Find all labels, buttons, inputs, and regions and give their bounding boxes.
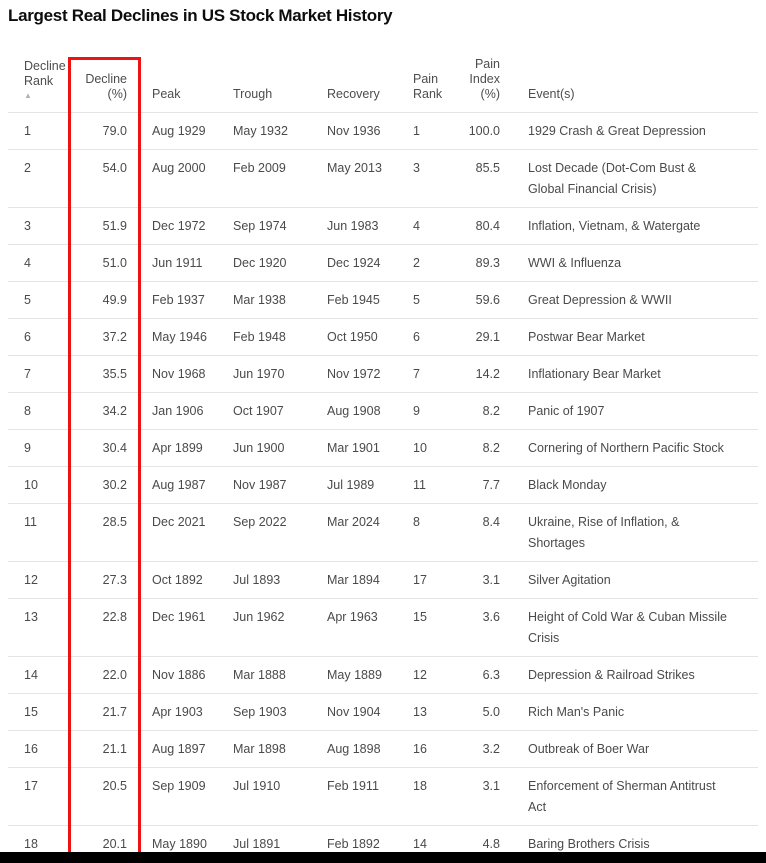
cell-decline-pct: 30.2 [68,466,141,503]
cell-recovery: Aug 1898 [316,730,402,767]
header-label-line: Pain [474,56,500,71]
cell-events: Inflationary Bear Market [508,355,758,392]
cell-events: Depression & Railroad Strikes [508,656,758,693]
cell-decline-pct: 35.5 [68,355,141,392]
column-header-recovery[interactable] [316,54,402,112]
cell-peak: Aug 1929 [141,112,222,149]
cell-trough: Jul 1910 [222,767,316,825]
table-row [8,656,758,693]
table-row [8,767,758,825]
cell-events: 1929 Crash & Great Depression [508,112,758,149]
cell-recovery: May 1889 [316,656,402,693]
cell-pain-index: 8.2 [458,392,508,429]
cell-decline-rank: 2 [8,149,68,207]
cell-decline-pct: 20.1 [68,825,141,862]
cell-pain-rank: 7 [402,355,458,392]
cell-peak: Aug 1897 [141,730,222,767]
cell-decline-pct: 28.5 [68,503,141,561]
table-body [8,112,758,862]
cell-pain-index: 3.2 [458,730,508,767]
cell-recovery: Nov 1904 [316,693,402,730]
cell-trough: Jul 1891 [222,825,316,862]
header-label-line: Event(s) [528,86,575,101]
cell-events: Ukraine, Rise of Inflation, & Shortages [508,503,758,561]
cell-pain-index: 100.0 [458,112,508,149]
cell-trough: Jul 1893 [222,561,316,598]
cell-trough: Sep 1974 [222,207,316,244]
page-title: Largest Real Declines in US Stock Market History [8,6,393,25]
cell-peak: Feb 1937 [141,281,222,318]
cell-trough: Jun 1900 [222,429,316,466]
table-row [8,693,758,730]
cell-recovery: Apr 1963 [316,598,402,656]
cell-pain-index: 3.1 [458,767,508,825]
table-row [8,503,758,561]
cell-peak: Dec 1961 [141,598,222,656]
cell-decline-pct: 37.2 [68,318,141,355]
cell-decline-rank: 18 [8,825,68,862]
column-header-decline-pct[interactable] [68,54,141,112]
cell-decline-pct: 49.9 [68,281,141,318]
cell-pain-rank: 11 [402,466,458,503]
cell-pain-rank: 15 [402,598,458,656]
table-row [8,244,758,281]
cell-pain-rank: 14 [402,825,458,862]
cell-decline-pct: 21.7 [68,693,141,730]
cell-decline-pct: 51.9 [68,207,141,244]
cell-decline-rank: 10 [8,466,68,503]
cell-decline-rank: 11 [8,503,68,561]
cell-peak: Dec 2021 [141,503,222,561]
cell-events: Cornering of Northern Pacific Stock [508,429,758,466]
cell-decline-pct: 51.0 [68,244,141,281]
cell-recovery: Jun 1983 [316,207,402,244]
cell-decline-pct: 22.8 [68,598,141,656]
cell-peak: Dec 1972 [141,207,222,244]
cell-events: Inflation, Vietnam, & Watergate [508,207,758,244]
cell-pain-rank: 12 [402,656,458,693]
cell-peak: May 1890 [141,825,222,862]
header-label-line: Decline [85,71,127,86]
cell-pain-index: 4.8 [458,825,508,862]
cell-pain-index: 89.3 [458,244,508,281]
cell-recovery: Feb 1892 [316,825,402,862]
cell-decline-pct: 30.4 [68,429,141,466]
cell-pain-index: 80.4 [458,207,508,244]
cell-recovery: May 2013 [316,149,402,207]
header-label-line: Trough [233,86,273,101]
declines-table [8,54,758,862]
cell-decline-rank: 13 [8,598,68,656]
cell-pain-index: 14.2 [458,355,508,392]
header-label-line: Rank [413,86,443,101]
cell-pain-rank: 6 [402,318,458,355]
cell-trough: Jun 1962 [222,598,316,656]
cell-pain-rank: 3 [402,149,458,207]
column-header-decline-rank[interactable] [8,54,68,112]
cell-trough: Feb 2009 [222,149,316,207]
cell-pain-rank: 10 [402,429,458,466]
cell-decline-rank: 4 [8,244,68,281]
cell-decline-rank: 5 [8,281,68,318]
cell-pain-index: 7.7 [458,466,508,503]
cell-events: Enforcement of Sherman Antitrust Act [508,767,758,825]
table-row [8,730,758,767]
cell-recovery: Jul 1989 [316,466,402,503]
cell-peak: Apr 1899 [141,429,222,466]
table-row [8,207,758,244]
cell-events: WWI & Influenza [508,244,758,281]
table-row [8,466,758,503]
cell-recovery: Nov 1972 [316,355,402,392]
bottom-border-bar [0,852,766,863]
header-label-line: Pain [413,71,439,86]
header-label-line: Peak [152,86,181,101]
cell-peak: Apr 1903 [141,693,222,730]
column-header-trough[interactable] [222,54,316,112]
cell-decline-rank: 17 [8,767,68,825]
cell-pain-rank: 5 [402,281,458,318]
cell-pain-index: 5.0 [458,693,508,730]
cell-decline-rank: 15 [8,693,68,730]
cell-decline-rank: 1 [8,112,68,149]
cell-pain-rank: 1 [402,112,458,149]
header-label-line: Index [469,71,500,86]
cell-trough: Mar 1888 [222,656,316,693]
cell-decline-rank: 9 [8,429,68,466]
table-row [8,561,758,598]
table-row [8,392,758,429]
cell-pain-index: 59.6 [458,281,508,318]
cell-events: Black Monday [508,466,758,503]
cell-pain-rank: 8 [402,503,458,561]
cell-events: Panic of 1907 [508,392,758,429]
cell-pain-rank: 2 [402,244,458,281]
cell-decline-pct: 54.0 [68,149,141,207]
cell-trough: Dec 1920 [222,244,316,281]
cell-recovery: Oct 1950 [316,318,402,355]
cell-events: Baring Brothers Crisis [508,825,758,862]
header-label-line: (%) [107,86,127,101]
cell-peak: Nov 1886 [141,656,222,693]
cell-pain-rank: 13 [402,693,458,730]
cell-pain-index: 6.3 [458,656,508,693]
cell-events: Silver Agitation [508,561,758,598]
table-header [8,54,758,112]
cell-decline-rank: 14 [8,656,68,693]
cell-peak: Jun 1911 [141,244,222,281]
table-row [8,149,758,207]
cell-decline-rank: 12 [8,561,68,598]
cell-peak: Oct 1892 [141,561,222,598]
header-label-line: Recovery [327,86,380,101]
cell-peak: Aug 2000 [141,149,222,207]
cell-pain-rank: 18 [402,767,458,825]
cell-recovery: Aug 1908 [316,392,402,429]
table-row [8,429,758,466]
cell-pain-rank: 17 [402,561,458,598]
cell-decline-rank: 6 [8,318,68,355]
cell-pain-index: 3.1 [458,561,508,598]
column-header-events[interactable] [508,54,758,112]
column-header-pain-index[interactable] [458,54,508,112]
cell-decline-rank: 3 [8,207,68,244]
cell-events: Rich Man's Panic [508,693,758,730]
cell-decline-pct: 27.3 [68,561,141,598]
cell-recovery: Dec 1924 [316,244,402,281]
cell-decline-rank: 7 [8,355,68,392]
cell-peak: Nov 1968 [141,355,222,392]
cell-decline-pct: 79.0 [68,112,141,149]
cell-trough: Jun 1970 [222,355,316,392]
cell-recovery: Nov 1936 [316,112,402,149]
cell-events: Height of Cold War & Cuban Missile Crisis [508,598,758,656]
cell-peak: May 1946 [141,318,222,355]
cell-trough: Nov 1987 [222,466,316,503]
cell-events: Postwar Bear Market [508,318,758,355]
cell-pain-index: 8.4 [458,503,508,561]
cell-pain-index: 29.1 [458,318,508,355]
cell-decline-pct: 20.5 [68,767,141,825]
cell-recovery: Feb 1945 [316,281,402,318]
table-row [8,355,758,392]
sort-ascending-icon: ▲ [24,90,32,100]
cell-peak: Sep 1909 [141,767,222,825]
cell-trough: Sep 2022 [222,503,316,561]
cell-decline-rank: 8 [8,392,68,429]
header-label-line: Decline [24,58,66,73]
cell-pain-rank: 4 [402,207,458,244]
cell-decline-rank: 16 [8,730,68,767]
cell-decline-pct: 34.2 [68,392,141,429]
header-label-line: (%) [480,86,500,101]
cell-events: Lost Decade (Dot-Com Bust & Global Financial Crisis) [508,149,758,207]
cell-pain-index: 85.5 [458,149,508,207]
table-row [8,318,758,355]
cell-trough: Oct 1907 [222,392,316,429]
cell-pain-index: 8.2 [458,429,508,466]
cell-pain-rank: 9 [402,392,458,429]
cell-trough: Mar 1898 [222,730,316,767]
cell-trough: Sep 1903 [222,693,316,730]
cell-events: Great Depression & WWII [508,281,758,318]
cell-trough: Mar 1938 [222,281,316,318]
column-header-peak[interactable] [141,54,222,112]
header-label-line: Rank [24,73,54,88]
cell-recovery: Mar 2024 [316,503,402,561]
cell-peak: Aug 1987 [141,466,222,503]
cell-pain-rank: 16 [402,730,458,767]
table-row [8,281,758,318]
column-header-pain-rank[interactable] [402,54,458,112]
cell-decline-pct: 21.1 [68,730,141,767]
cell-events: Outbreak of Boer War [508,730,758,767]
header-row [8,54,758,112]
cell-peak: Jan 1906 [141,392,222,429]
cell-recovery: Feb 1911 [316,767,402,825]
table-row [8,598,758,656]
cell-trough: May 1932 [222,112,316,149]
table-row [8,112,758,149]
cell-recovery: Mar 1894 [316,561,402,598]
cell-decline-pct: 22.0 [68,656,141,693]
cell-trough: Feb 1948 [222,318,316,355]
cell-recovery: Mar 1901 [316,429,402,466]
cell-pain-index: 3.6 [458,598,508,656]
